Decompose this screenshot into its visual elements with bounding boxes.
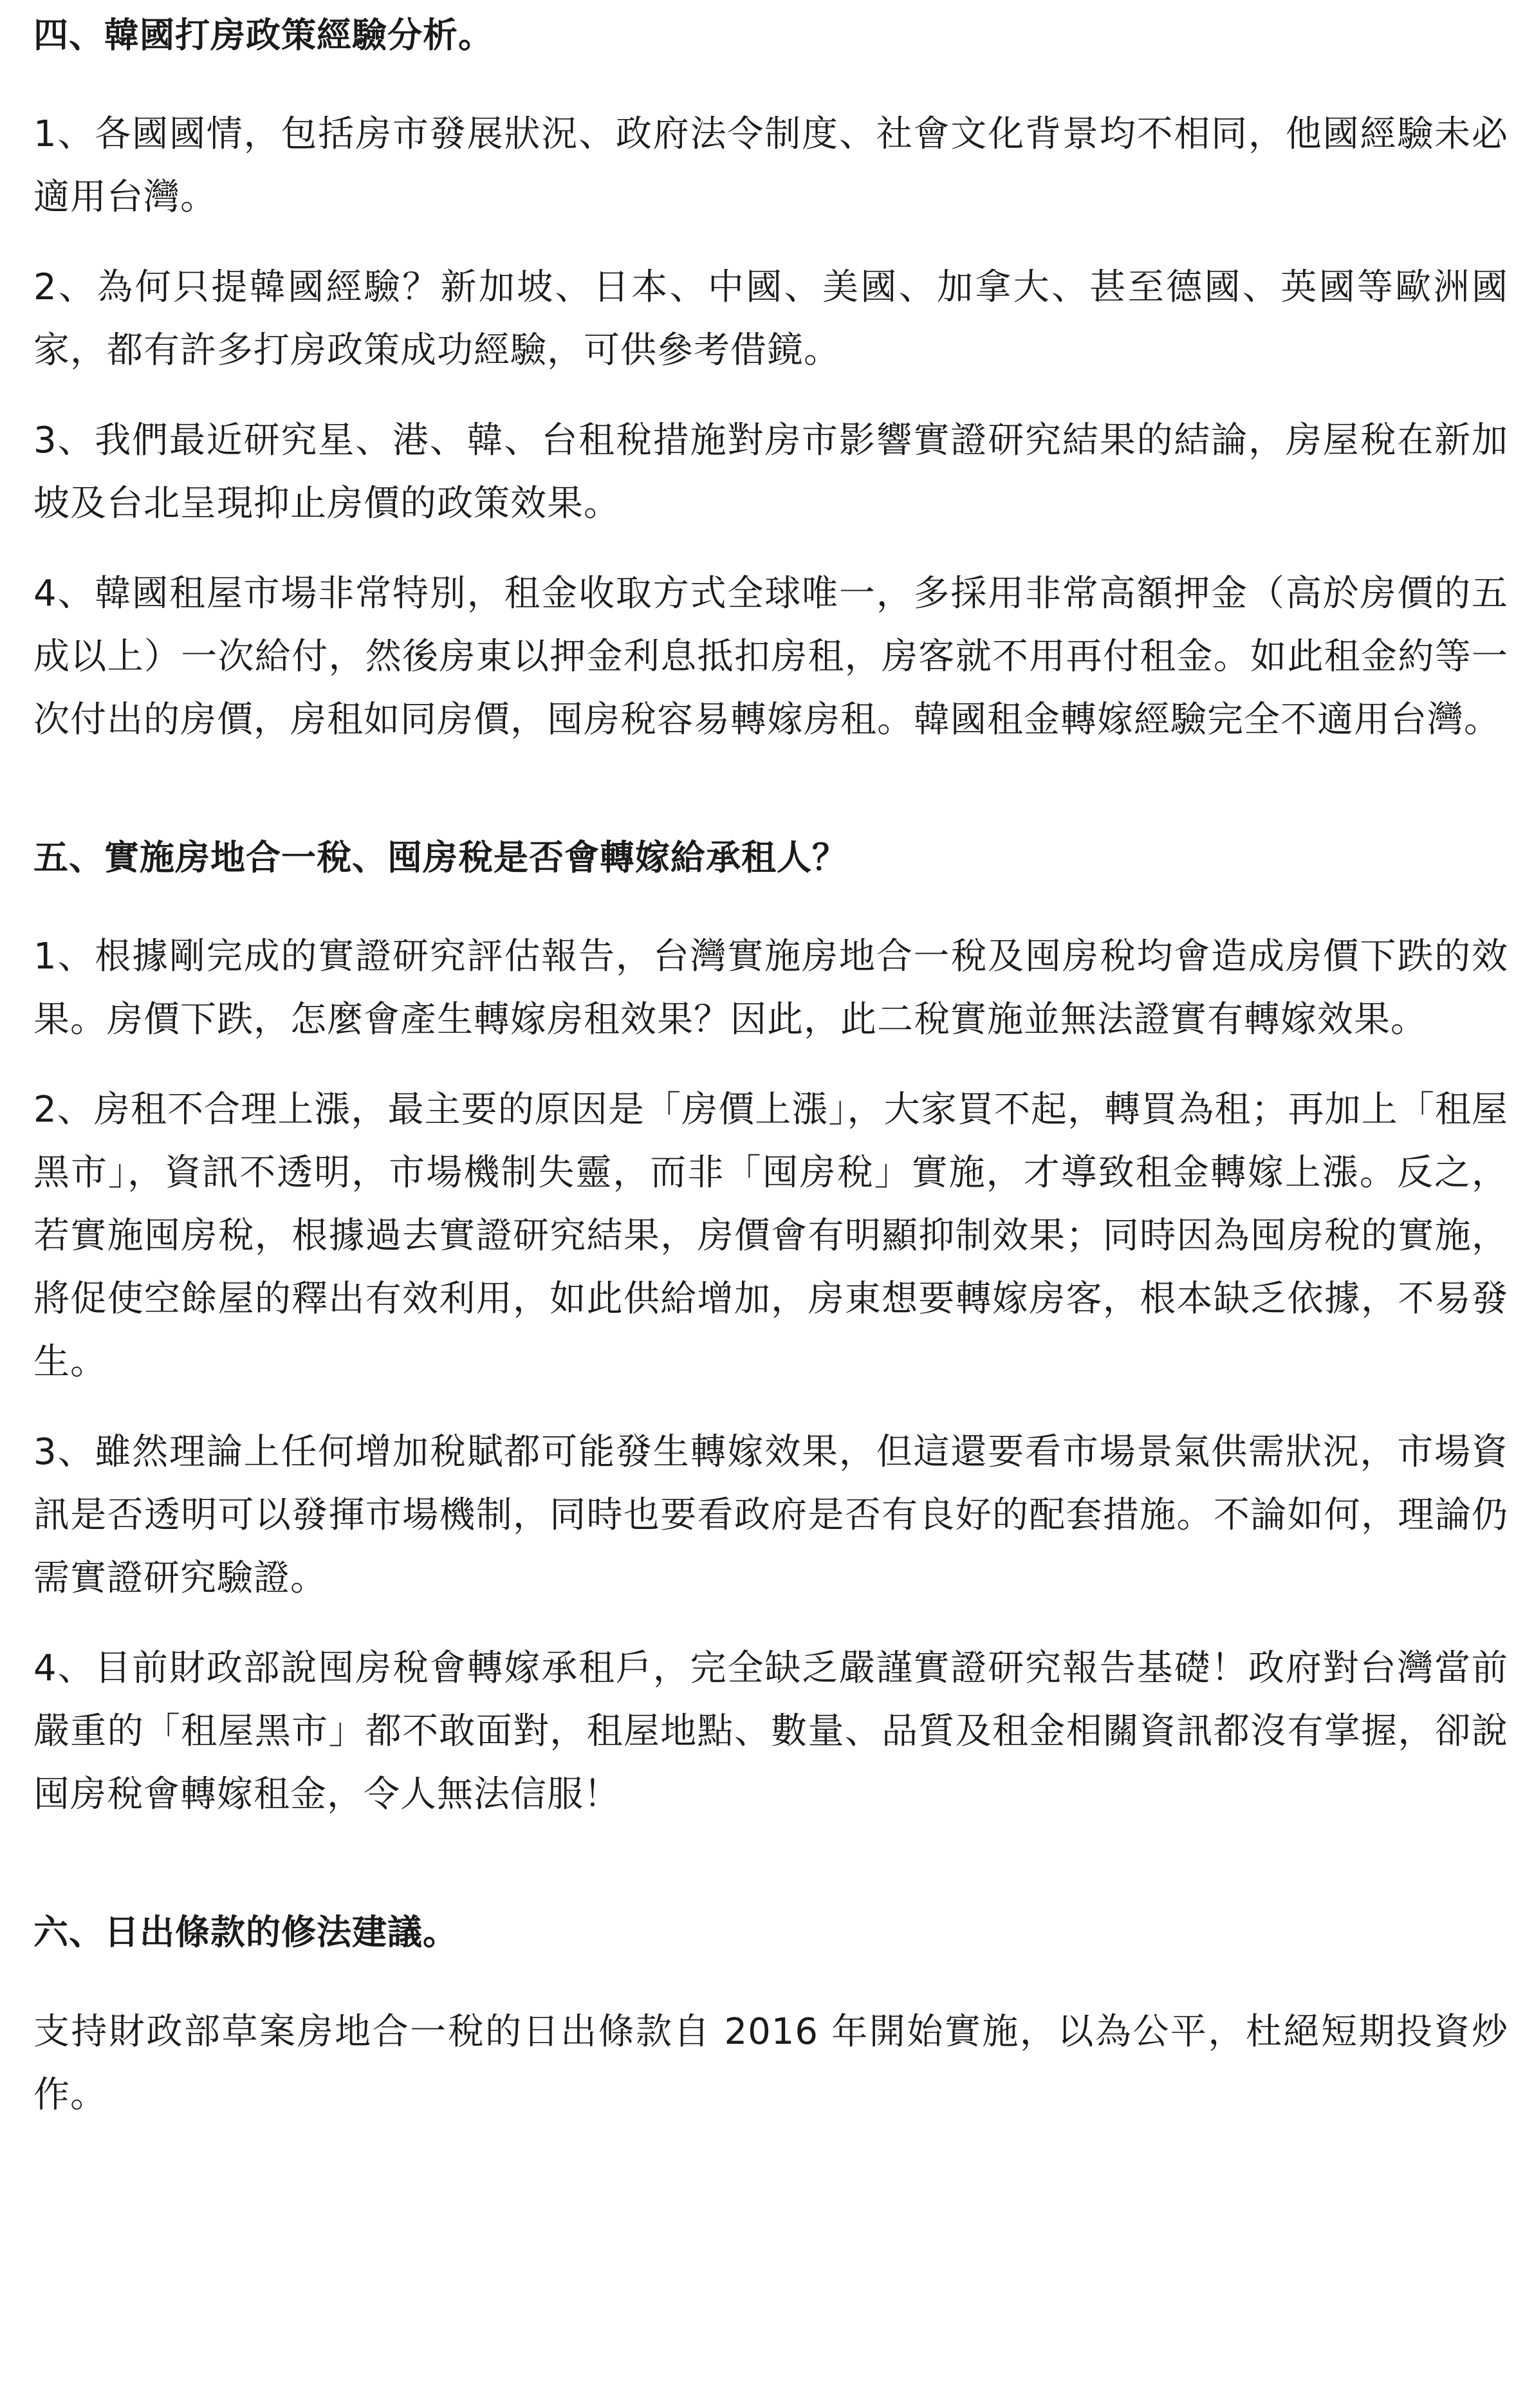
paragraph: 2、為何只提韓國經驗？新加坡、日本、中國、美國、加拿大、甚至德國、英國等歐洲國家，都有許多打房政策成功經驗，可供參考借鏡。 xyxy=(33,266,1508,372)
paragraph: 1、根據剛完成的實證研究評估報告，台灣實施房地合一稅及囤房稅均會造成房價下跌的效果。房價下跌，怎麼會產生轉嫁房租效果？因此，此二稅實施並無法證實有轉嫁效果。 xyxy=(33,936,1508,1041)
paragraph: 支持財政部草案房地合一稅的日出條款自 2016 年開始實施，以為公平，杜絕短期投資炒作。 xyxy=(33,2010,1508,2116)
section-tax-pass-through xyxy=(33,835,1508,1826)
section-heading: 四、韓國打房政策經驗分析。 xyxy=(33,15,494,55)
paragraph: 1、各國國情，包括房市發展狀況、政府法令制度、社會文化背景均不相同，他國經驗未必適用台灣。 xyxy=(33,113,1508,219)
section-heading: 六、日出條款的修法建議。 xyxy=(33,1912,458,1953)
paragraph: 4、韓國租屋市場非常特別，租金收取方式全球唯一，多採用非常高額押金（高於房價的五成以上）一次給付，然後房東以押金利息抵扣房租，房客就不用再付租金。如此租金約等一次付出的房價，房租如同房價，囤房稅容易轉嫁房租。韓國租金轉嫁經驗完全不適用台灣。 xyxy=(33,573,1508,741)
section-sunrise-clause xyxy=(33,1910,1508,2126)
paragraph: 4、目前財政部說囤房稅會轉嫁承租戶，完全缺乏嚴謹實證研究報告基礎！政府對台灣當前嚴重的「租屋黑市」都不敢面對，租屋地點、數量、品質及租金相關資訊都沒有掌握，卻說囤房稅會轉嫁租金，令人無法信服！ xyxy=(33,1647,1508,1816)
paragraph: 3、雖然理論上任何增加稅賦都可能發生轉嫁效果，但這還要看市場景氣供需狀況，市場資訊是否透明可以發揮市場機制，同時也要看政府是否有良好的配套措施。不論如何，理論仍需實證研究驗證。 xyxy=(33,1431,1508,1600)
paragraph: 2、房租不合理上漲，最主要的原因是「房價上漲」，大家買不起，轉買為租；再加上「租屋黑市」，資訊不透明，市場機制失靈，而非「囤房稅」實施，才導致租金轉嫁上漲。反之，若實施囤房稅，根據過去實證研究結果，房價會有明顯抑制效果；同時因為囤房稅的實施，將促使空餘屋的釋出有效利用，如此供給增加，房東想要轉嫁房客，根本缺乏依據，不易發生。 xyxy=(33,1089,1508,1384)
paragraph: 3、我們最近研究星、港、韓、台租稅措施對房市影響實證研究結果的結論，房屋稅在新加坡及台北呈現抑止房價的政策效果。 xyxy=(33,420,1508,525)
section-heading: 五、實施房地合一稅、囤房稅是否會轉嫁給承租人？ xyxy=(33,837,847,878)
section-korea-policy-analysis xyxy=(33,13,1508,752)
